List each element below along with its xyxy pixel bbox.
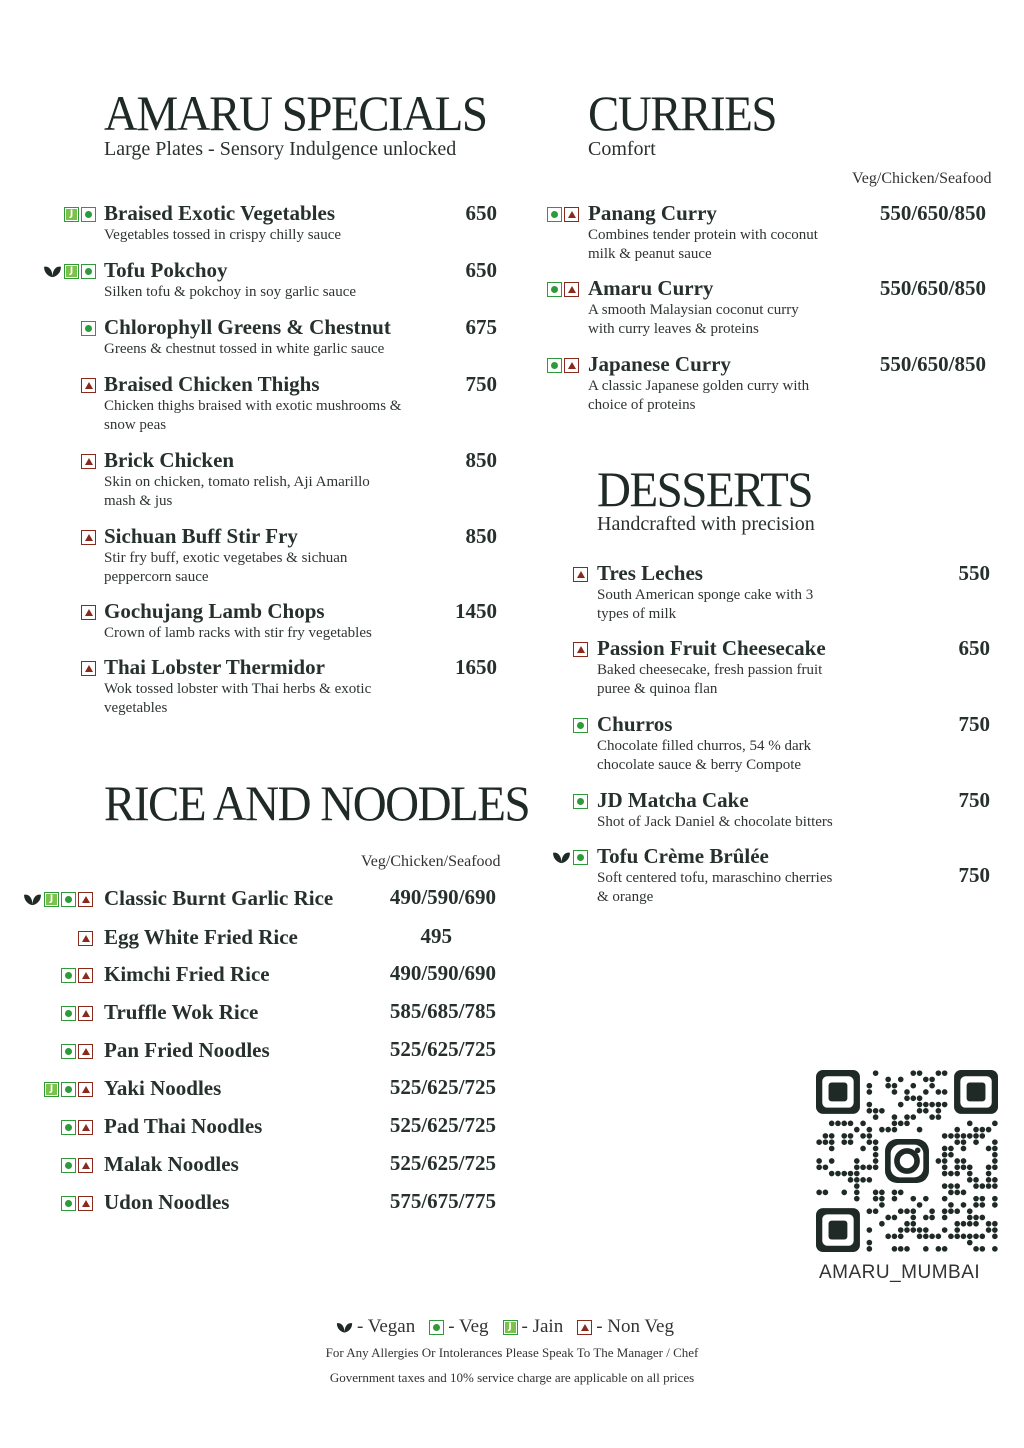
menu-item-description: Skin on chicken, tomato relish, Aji Amarillo mash & jus: [104, 474, 370, 509]
nonveg-icon: [78, 1044, 93, 1059]
veg-icon: [61, 1044, 76, 1059]
veg-icon: [81, 321, 96, 336]
menu-item-description: South American sponge cake with 3 types of milk: [597, 587, 814, 622]
veg-icon: [61, 1196, 76, 1211]
vegan-leaf-icon: [23, 892, 42, 907]
curries-title: CURRIES: [588, 86, 776, 142]
veg-icon: [61, 1082, 76, 1097]
menu-item-name: Pan Fried Noodles: [104, 1038, 270, 1062]
menu-item-name: Yaki Noodles: [104, 1076, 222, 1100]
qr-code-icon: [816, 1070, 998, 1252]
menu-item-name: Passion Fruit Cheesecake: [597, 636, 826, 660]
menu-item-price: 490/590/690: [389, 961, 496, 985]
veg-icon: [547, 207, 562, 222]
nonveg-icon: [573, 642, 588, 657]
nonveg-icon: [78, 1082, 93, 1097]
jain-icon: J: [64, 207, 79, 222]
menu-item-price: 585/685/785: [389, 999, 496, 1023]
desserts-subtitle: Handcrafted with precision: [597, 513, 815, 535]
menu-item-name: Tofu Pokchoy: [104, 258, 228, 282]
vegan-leaf-icon: [552, 850, 571, 865]
curries-column-header: Veg/Chicken/Seafood: [852, 170, 992, 187]
nonveg-icon: [78, 892, 93, 907]
diet-icons: [13, 966, 93, 984]
menu-item-price: 750: [958, 712, 990, 736]
diet-icons: [16, 319, 96, 337]
diet-icons: [13, 1042, 93, 1060]
menu-item-name: Kimchi Fried Rice: [104, 962, 270, 986]
veg-icon: [61, 1006, 76, 1021]
diet-icons: [16, 376, 96, 394]
veg-icon: [81, 207, 96, 222]
nonveg-icon: [81, 661, 96, 676]
diet-icons: [499, 356, 579, 374]
rice-column-header: Veg/Chicken/Seafood: [361, 853, 501, 870]
veg-icon: [61, 1158, 76, 1173]
nonveg-icon: [78, 1158, 93, 1173]
menu-item-price: 750: [958, 863, 990, 887]
menu-item-price: 490/590/690: [389, 885, 496, 909]
diet-icons: [16, 205, 96, 223]
menu-item-description: Soft centered tofu, maraschino cherries & orange: [597, 870, 833, 905]
jain-icon: J: [64, 264, 79, 279]
menu-item-name: Pad Thai Noodles: [104, 1114, 263, 1138]
menu-item-name: Braised Exotic Vegetables: [104, 201, 335, 225]
menu-item-name: Braised Chicken Thighs: [104, 372, 320, 396]
diet-icons: [16, 659, 96, 677]
veg-icon: [547, 282, 562, 297]
diet-icons: [16, 528, 96, 546]
vegan-leaf-icon: [336, 1320, 353, 1335]
menu-item-name: Thai Lobster Thermidor: [104, 655, 325, 679]
menu-item-name: Udon Noodles: [104, 1190, 230, 1214]
legend-veg: [429, 1316, 488, 1338]
vegan-leaf-icon: [43, 264, 62, 279]
legend-nonveg: [577, 1316, 674, 1338]
nonveg-icon: [78, 1120, 93, 1135]
jain-glyph: J: [505, 1322, 516, 1333]
menu-item-description: Wok tossed lobster with Thai herbs & exotic vegetables: [104, 681, 372, 716]
diet-icons: [508, 716, 588, 734]
instagram-handle: AMARU_MUMBAI: [819, 1262, 981, 1283]
menu-item-name: Classic Burnt Garlic Rice: [104, 886, 334, 910]
menu-item-price: 495: [420, 924, 452, 948]
nonveg-icon: [564, 207, 579, 222]
menu-item-price: 550/650/850: [879, 276, 986, 300]
menu-item-price: 575/675/775: [389, 1189, 496, 1213]
nonveg-icon: [81, 378, 96, 393]
diet-icons: [13, 1080, 93, 1098]
diet-legend: [336, 1316, 688, 1338]
diet-icons: [508, 565, 588, 583]
menu-item-price: 850: [465, 524, 497, 548]
specials-title: AMARU SPECIALS: [104, 86, 487, 142]
menu-item-price: 675: [465, 315, 497, 339]
menu-item-description: Silken tofu & pokchoy in soy garlic sauce: [104, 284, 357, 300]
veg-icon: [429, 1320, 444, 1335]
menu-item-description: Chocolate filled churros, 54 % dark chocolate sauce & berry Compote: [597, 738, 812, 773]
veg-icon: [573, 850, 588, 865]
diet-icons: [16, 262, 96, 280]
diet-icons: [508, 848, 588, 866]
jain-icon: [503, 1320, 518, 1335]
nonveg-icon: [81, 454, 96, 469]
diet-icons: [13, 1194, 93, 1212]
legend-jain: [503, 1316, 564, 1338]
menu-item-description: Chicken thighs braised with exotic mushrooms & snow peas: [104, 398, 402, 433]
rice-title: RICE AND NOODLES: [104, 776, 530, 832]
menu-item-price: 525/625/725: [389, 1037, 496, 1061]
menu-item-price: 1650: [455, 655, 497, 679]
menu-item-price: 550: [958, 561, 990, 585]
nonveg-icon: [81, 530, 96, 545]
nonveg-icon: [78, 968, 93, 983]
diet-icons: [16, 452, 96, 470]
menu-item-price: 525/625/725: [389, 1075, 496, 1099]
menu-item-name: Tofu Crème Brûlée: [597, 844, 769, 868]
jain-icon: J: [44, 892, 59, 907]
legend-jain-label: - Jain: [521, 1316, 564, 1337]
menu-item-description: Vegetables tossed in crispy chilly sauce: [104, 227, 342, 243]
diet-icons: [13, 929, 93, 947]
menu-item-name: Sichuan Buff Stir Fry: [104, 524, 298, 548]
diet-icons: [499, 280, 579, 298]
veg-icon: [573, 794, 588, 809]
menu-item-name: Gochujang Lamb Chops: [104, 599, 325, 623]
tax-note: Government taxes and 10% service charge are applicable on all prices: [329, 1370, 695, 1385]
menu-item-name: Egg White Fried Rice: [104, 925, 298, 949]
menu-item-description: Shot of Jack Daniel & chocolate bitters: [597, 814, 833, 830]
legend-vegan-label: - Vegan: [357, 1316, 416, 1337]
nonveg-icon: [573, 567, 588, 582]
veg-icon: [81, 264, 96, 279]
menu-item-description: A classic Japanese golden curry with choice of proteins: [588, 378, 810, 413]
menu-item-description: Greens & chestnut tossed in white garlic sauce: [104, 341, 385, 357]
menu-item-price: 850: [465, 448, 497, 472]
legend-veg-label: - Veg: [448, 1316, 489, 1337]
specials-subtitle: Large Plates - Sensory Indulgence unlocked: [104, 138, 457, 160]
menu-item-name: Amaru Curry: [588, 276, 714, 300]
diet-icons: [16, 603, 96, 621]
nonveg-icon: [577, 1320, 592, 1335]
menu-item-price: 750: [958, 788, 990, 812]
menu-item-name: Churros: [597, 712, 673, 736]
legend-vegan: [336, 1316, 415, 1338]
nonveg-icon: [78, 1006, 93, 1021]
menu-item-price: 525/625/725: [389, 1151, 496, 1175]
diet-icons: [13, 1004, 93, 1022]
veg-icon: [61, 892, 76, 907]
legend-nonveg-label: - Non Veg: [596, 1316, 674, 1337]
menu-item-price: 550/650/850: [879, 201, 986, 225]
desserts-title: DESSERTS: [597, 462, 813, 518]
menu-item-name: Japanese Curry: [588, 352, 731, 376]
instagram-qr-code[interactable]: [816, 1070, 998, 1252]
menu-item-name: Malak Noodles: [104, 1152, 239, 1176]
menu-item-description: Baked cheesecake, fresh passion fruit puree & quinoa flan: [597, 662, 823, 697]
menu-item-price: 650: [958, 636, 990, 660]
menu-item-price: 750: [465, 372, 497, 396]
diet-icons: [508, 640, 588, 658]
menu-item-description: Crown of lamb racks with stir fry vegetables: [104, 625, 372, 641]
diet-icons: [13, 1156, 93, 1174]
diet-icons: [499, 205, 579, 223]
menu-item-price: 1450: [455, 599, 497, 623]
curries-subtitle: Comfort: [588, 138, 656, 160]
menu-item-price: 650: [465, 258, 497, 282]
menu-item-name: JD Matcha Cake: [597, 788, 749, 812]
diet-icons: [13, 890, 93, 908]
diet-icons: [13, 1118, 93, 1136]
jain-icon: J: [44, 1082, 59, 1097]
nonveg-icon: [78, 1196, 93, 1211]
allergy-note: For Any Allergies Or Intolerances Please Speak To The Manager / Chef: [325, 1345, 699, 1360]
menu-item-description: Stir fry buff, exotic vegetabes & sichuan peppercorn sauce: [104, 550, 348, 585]
menu-item-price: 550/650/850: [879, 352, 986, 376]
menu-item-name: Tres Leches: [597, 561, 703, 585]
menu-item-price: 525/625/725: [389, 1113, 496, 1137]
menu-item-name: Chlorophyll Greens & Chestnut: [104, 315, 391, 339]
nonveg-icon: [81, 605, 96, 620]
veg-icon: [573, 718, 588, 733]
menu-item-price: 650: [465, 201, 497, 225]
menu-item-description: Combines tender protein with coconut milk & peanut sauce: [588, 227, 818, 262]
veg-icon: [61, 1120, 76, 1135]
veg-icon: [547, 358, 562, 373]
menu-item-name: Brick Chicken: [104, 448, 235, 472]
veg-icon: [61, 968, 76, 983]
menu-item-name: Panang Curry: [588, 201, 717, 225]
nonveg-icon: [78, 931, 93, 946]
nonveg-icon: [564, 282, 579, 297]
menu-item-description: A smooth Malaysian coconut curry with curry leaves & proteins: [588, 302, 799, 337]
menu-item-name: Truffle Wok Rice: [104, 1000, 259, 1024]
nonveg-icon: [564, 358, 579, 373]
